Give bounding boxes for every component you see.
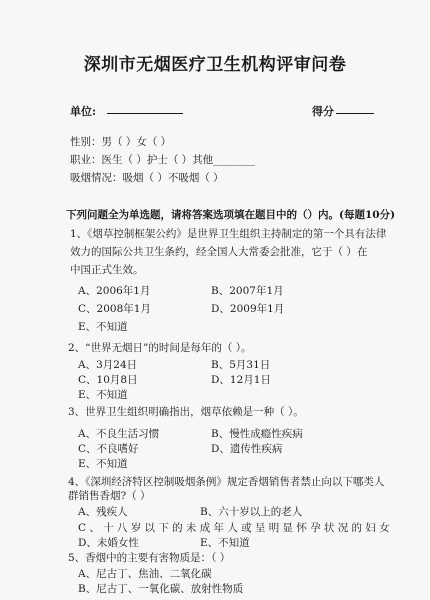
smoking-line: 吸烟情况：吸烟（ ）不吸烟（ ）	[70, 172, 224, 184]
q4-option-a: A、残疾人	[78, 506, 128, 519]
q1-option-e: E、不知道	[78, 321, 128, 333]
instructions: 下列问题全为单选题，请将答案选项填在题目中的（）内。(每题10分)	[66, 209, 396, 221]
question-1-line-2: 效力的国际公共卫生条约，经全国人大常委会批准，它于（ ）在	[70, 246, 368, 258]
q4-option-c: C、十八岁以下的未成年人或呈明显怀孕状况的妇女	[78, 521, 393, 534]
q2-option-d: D、12月1日	[211, 373, 271, 386]
question-1-line-1: 1、《烟草控制框架公约》是世界卫生组织主持制定的第一个具有法律	[70, 228, 387, 240]
gender-line: 性别：男（ ）女（ ）	[70, 136, 172, 148]
question-2-line-1: 2、“世界无烟日”的时间是每年的（ ）。	[68, 342, 252, 355]
q3-option-d: D、遗传性疾病	[211, 443, 283, 456]
unit-label: 单位:	[70, 105, 97, 118]
q5-option-a: A、尼古丁、焦油、二氧化碳	[78, 567, 212, 580]
q4-option-e: E、不知道	[200, 537, 250, 549]
q1-option-a: A、2006年1月	[78, 285, 151, 297]
q2-option-a: A、3月24日	[78, 358, 138, 371]
question-5-line-1: 5、香烟中的主要有害物质是：（ ）	[68, 552, 231, 565]
q4-option-d: D、未婚女性	[78, 537, 139, 549]
question-3-line-1: 3、世界卫生组织明确指出，烟草依赖是一种（ ）。	[68, 406, 304, 419]
question-4-line-1: 4、《深圳经济特区控制吸烟条例》规定香烟销售者禁止向以下哪类人	[68, 475, 385, 488]
q2-option-b: B、5月31日	[211, 358, 271, 371]
page-title: 深圳市无烟医疗卫生机构评审问卷	[83, 55, 347, 75]
score-blank[interactable]	[336, 103, 374, 114]
q3-option-a: A、不良生活习惯	[78, 427, 160, 440]
q1-option-c: C、2008年1月	[78, 303, 151, 315]
q2-option-c: C、10月8日	[78, 373, 138, 386]
q1-option-b: B、2007年1月	[211, 285, 284, 297]
q3-option-e: E、不知道	[78, 458, 128, 471]
occupation-line: 职业：医生（ ）护士（ ）其他________	[70, 154, 256, 166]
q3-option-c: C、不良嗜好	[78, 443, 139, 456]
q3-option-b: B、慢性成瘾性疾病	[211, 427, 303, 440]
q4-option-b: B、六十岁以上的老人	[200, 506, 303, 519]
q1-option-d: D、2009年1月	[211, 303, 285, 315]
q2-option-e: E、不知道	[78, 389, 128, 402]
question-1-line-3: 中国正式生效。	[70, 264, 144, 276]
question-4-line-2: 群销售香烟?（ ）	[68, 490, 151, 503]
score-label: 得分	[312, 105, 334, 118]
unit-blank[interactable]	[107, 103, 183, 114]
q5-option-b: B、尼古丁、一氧化碳、放射性物质	[78, 583, 244, 596]
